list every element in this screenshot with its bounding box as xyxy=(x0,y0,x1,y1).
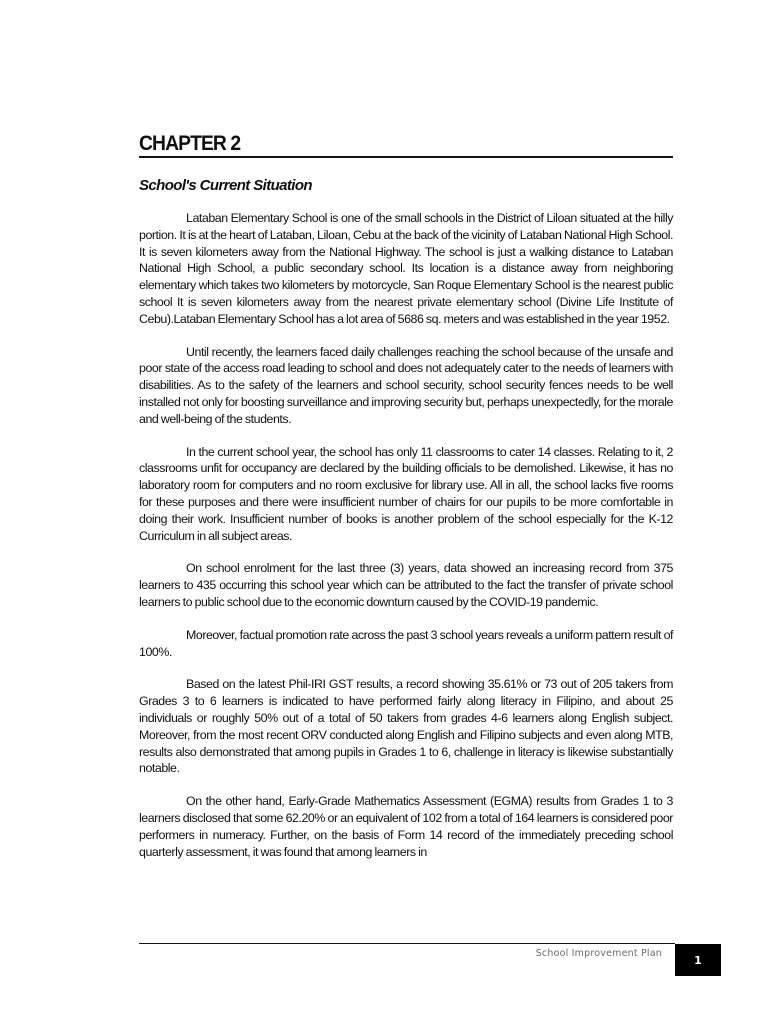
section-heading: School's Current Situation xyxy=(139,177,312,194)
paragraph-numeracy: On the other hand, Early-Grade Mathematics Assessment (EGMA) results from Grades 1 to 3 learners disclosed that some 62.20% or an equivalent of 102 from a total of 164 learners is considered poor performers in numeracy. Further, on the basis of Form 14 record of the immediately preceding school quarterly assessment, it was found that among learners in xyxy=(139,794,673,859)
footer-label: School Improvement Plan xyxy=(535,948,662,959)
footer-divider xyxy=(139,943,675,944)
paragraph-location: Lataban Elementary School is one of the small schools in the District of Liloan situated at the hilly portion. It is at the heart of Lataban, Liloan, Cebu at the back of the vicinity of Lataban National High School. It is seven kilometers away from the National Highway. The school is just a walking distance to Lataban National High School, a public secondary school. Its location is a distance away from neighboring elementary which takes two kilometers by motorcycle, San Roque Elementary School is the nearest public school It is seven kilometers away from the nearest private elementary school (Divine Life Institute of Cebu).Lataban Elementary School has a lot area of 5686 sq. meters and was established in the year 1952. xyxy=(139,211,673,326)
page-number: 1 xyxy=(675,944,721,976)
body-text xyxy=(139,210,673,876)
chapter-title: CHAPTER 2 xyxy=(139,132,241,155)
paragraph-enrolment: On school enrolment for the last three (3) years, data showed an increasing record from 375 learners to 435 occurring this school year which can be attributed to the fact the transfer of private school learners to public school due to the economic downturn caused by the COVID-19 pandemic. xyxy=(139,561,673,609)
paragraph-literacy: Based on the latest Phil-IRI GST results, a record showing 35.61% or 73 out of 205 takers from Grades 3 to 6 learners is indicated to have performed fairly along literacy in Filipino, and about 25 individuals or roughly 50% out of a total of 50 takers from grades 4-6 learners along English subject. Moreover, from the most recent ORV conducted along English and Filipino subjects and even along MTB, results also demonstrated that among pupils in Grades 1 to 6, challenge in literacy is likewise substantially notable. xyxy=(139,677,673,776)
title-divider xyxy=(139,156,673,158)
paragraph-access-security: Until recently, the learners faced daily challenges reaching the school because of the unsafe and poor state of the access road leading to school and does not adequately cater to the needs of learners with disabilities. As to the safety of the learners and school security, school security fences needs to be well installed not only for boosting surveillance and improving security but, perhaps unexpectedly, for the morale and well-being of the students. xyxy=(139,344,673,426)
paragraph-classrooms: In the current school year, the school has only 11 classrooms to cater 14 classes. Relating to it, 2 classrooms unfit for occupancy are declared by the building officials to be demolished. Likewise, it has no laboratory room for computers and no room exclusive for library use. All in all, the school lacks five rooms for these purposes and there were insufficient number of chairs for our pupils to be more comfortable in doing their work. Insufficient number of books is another problem of the school especially for the K-12 Curriculum in all subject areas. xyxy=(139,444,673,543)
paragraph-promotion-rate: Moreover, factual promotion rate across the past 3 school years reveals a uniform pattern result of 100%. xyxy=(139,627,673,659)
